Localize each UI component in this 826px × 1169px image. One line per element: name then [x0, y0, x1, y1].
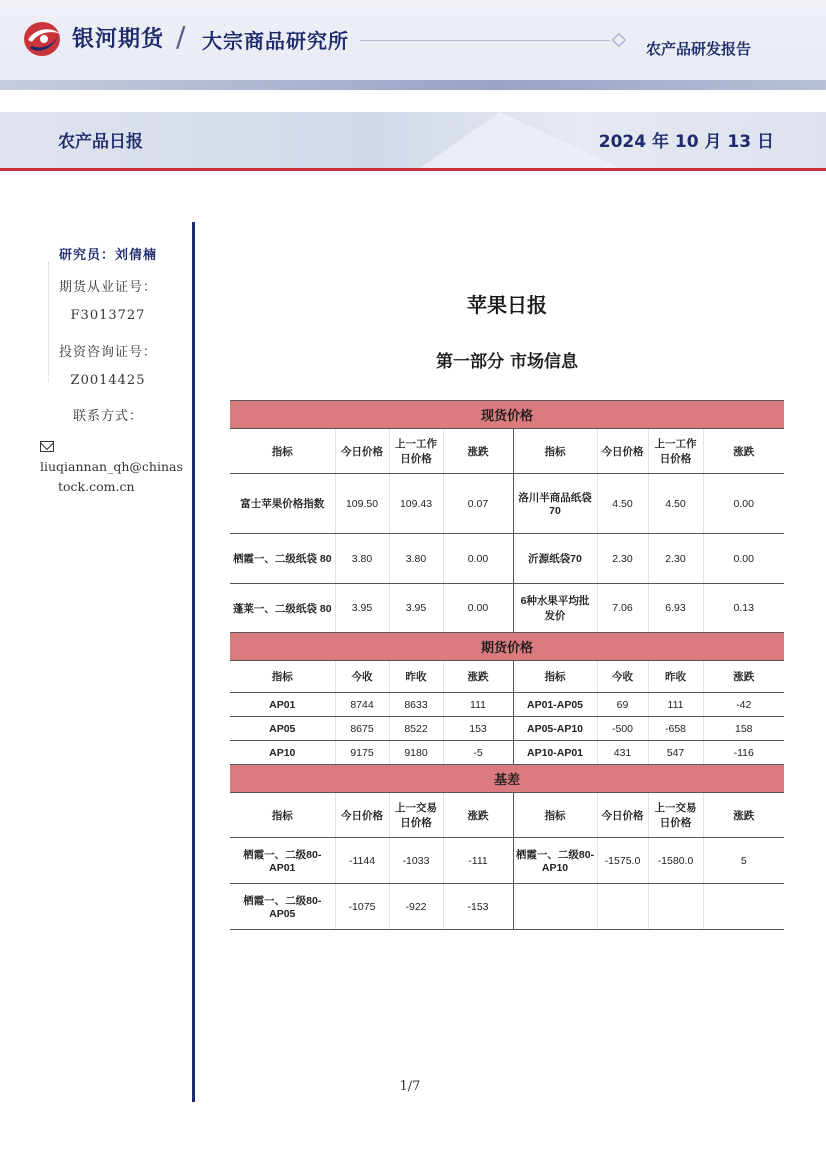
basis-band-label: 基差 — [230, 765, 784, 793]
futures-header-row — [230, 661, 784, 693]
table-cell: 158 — [703, 717, 784, 741]
contact-label: 联系方式： — [72, 409, 143, 424]
report-type: 农产品研发报告 — [646, 40, 752, 58]
header-cell: 指标 — [513, 661, 597, 693]
table-cell: AP10-AP01 — [513, 741, 597, 765]
basis-band-row — [230, 765, 784, 793]
table-cell: -1144 — [335, 838, 389, 884]
table-cell: 8744 — [335, 693, 389, 717]
sidebar-divider — [192, 222, 195, 1102]
spot-header-row — [230, 429, 784, 474]
table-cell: 109.43 — [389, 474, 443, 534]
table-cell: 8633 — [389, 693, 443, 717]
table-cell: 0.07 — [443, 474, 513, 534]
header-cell: 上一工作日价格 — [389, 429, 443, 474]
table-cell: 9180 — [389, 741, 443, 765]
section-title: 第一部分 市场信息 — [436, 352, 578, 372]
table-cell — [513, 884, 597, 930]
market-info-table — [230, 400, 784, 930]
header-cell: 指标 — [230, 793, 335, 838]
table-row — [230, 474, 784, 534]
table-cell: -922 — [389, 884, 443, 930]
email-address[interactable] — [40, 437, 188, 497]
header-cell: 今收 — [335, 661, 389, 693]
table-cell: 8675 — [335, 717, 389, 741]
table-cell: 3.80 — [389, 534, 443, 584]
header-cell: 今日价格 — [335, 793, 389, 838]
table-row — [230, 838, 784, 884]
header-cell: 昨收 — [389, 661, 443, 693]
table-cell: 3.95 — [335, 584, 389, 633]
table-cell: 431 — [597, 741, 648, 765]
table-cell — [648, 884, 703, 930]
table-cell: -111 — [443, 838, 513, 884]
header-cell: 指标 — [230, 661, 335, 693]
table-cell: -500 — [597, 717, 648, 741]
email-line-1: liuqiannan_qh@chinas — [40, 459, 183, 474]
header-cell: 今日价格 — [335, 429, 389, 474]
table-cell: -1033 — [389, 838, 443, 884]
table-cell: -5 — [443, 741, 513, 765]
table-cell: -42 — [703, 693, 784, 717]
daily-report-title: 农产品日报 — [58, 132, 143, 152]
header-cell: 指标 — [513, 793, 597, 838]
futures-band-row — [230, 633, 784, 661]
consult-label: 投资咨询证号： — [58, 345, 157, 360]
table-cell — [597, 884, 648, 930]
table-cell: -116 — [703, 741, 784, 765]
table-cell: 0.00 — [703, 534, 784, 584]
table-cell: 2.30 — [597, 534, 648, 584]
table-cell: AP01-AP05 — [513, 693, 597, 717]
table-cell: 沂源纸袋70 — [513, 534, 597, 584]
table-cell: 栖霞一、二级80-AP01 — [230, 838, 335, 884]
table-cell: 111 — [648, 693, 703, 717]
table-cell: 109.50 — [335, 474, 389, 534]
table-cell: 0.00 — [703, 474, 784, 534]
table-row — [230, 693, 784, 717]
table-row — [230, 884, 784, 930]
table-cell — [703, 884, 784, 930]
table-row — [230, 534, 784, 584]
table-row — [230, 741, 784, 765]
table-cell: AP10 — [230, 741, 335, 765]
header-cell: 指标 — [230, 429, 335, 474]
license-number: F3013727 — [70, 308, 146, 323]
table-cell: -1580.0 — [648, 838, 703, 884]
basis-header-row — [230, 793, 784, 838]
table-cell: -153 — [443, 884, 513, 930]
table-cell: 富士苹果价格指数 — [230, 474, 335, 534]
spot-band-row — [230, 401, 784, 429]
table-cell: 4.50 — [648, 474, 703, 534]
table-cell: 69 — [597, 693, 648, 717]
table-cell: 0.00 — [443, 584, 513, 633]
table-cell: 栖霞一、二级80-AP05 — [230, 884, 335, 930]
table-cell: 111 — [443, 693, 513, 717]
futures-band-label: 期货价格 — [230, 633, 784, 661]
institute-name: 大宗商品研究所 — [202, 29, 349, 53]
consult-number: Z0014425 — [70, 373, 146, 388]
header-cell: 涨跌 — [443, 793, 513, 838]
header-rule — [0, 80, 826, 90]
table-cell: 3.95 — [389, 584, 443, 633]
table-cell: -658 — [648, 717, 703, 741]
table-cell: 0.00 — [443, 534, 513, 584]
header-cell: 今收 — [597, 661, 648, 693]
galaxy-logo-icon — [22, 20, 64, 58]
table-cell: 6种水果平均批发价 — [513, 584, 597, 633]
document-title: 苹果日报 — [467, 293, 547, 317]
header-cell: 上一交易日价格 — [389, 793, 443, 838]
header-cell: 昨收 — [648, 661, 703, 693]
table-cell: 0.13 — [703, 584, 784, 633]
spot-band-label: 现货价格 — [230, 401, 784, 429]
table-cell: 2.30 — [648, 534, 703, 584]
header-cell: 涨跌 — [443, 429, 513, 474]
table-cell: 蓬莱一、二级纸袋 80 — [230, 584, 335, 633]
license-label: 期货从业证号： — [58, 280, 157, 295]
header-cell: 今日价格 — [597, 793, 648, 838]
table-cell: 栖霞一、二级纸袋 80 — [230, 534, 335, 584]
header-cell: 涨跌 — [703, 429, 784, 474]
table-cell: 7.06 — [597, 584, 648, 633]
header-cell: 上一交易日价格 — [648, 793, 703, 838]
table-cell: 5 — [703, 838, 784, 884]
table-cell: 栖霞一、二级80-AP10 — [513, 838, 597, 884]
table-cell: 3.80 — [335, 534, 389, 584]
header-cell: 指标 — [513, 429, 597, 474]
header-decor-line — [360, 40, 610, 41]
mail-icon — [40, 441, 54, 452]
header-cell: 上一工作日价格 — [648, 429, 703, 474]
header-cell: 涨跌 — [703, 661, 784, 693]
table-cell: AP05 — [230, 717, 335, 741]
page-number: 1/7 — [399, 1079, 421, 1094]
header-cell: 涨跌 — [443, 661, 513, 693]
table-cell: AP05-AP10 — [513, 717, 597, 741]
table-cell: 547 — [648, 741, 703, 765]
email-line-2: tock.com.cn — [58, 479, 135, 494]
table-cell: 9175 — [335, 741, 389, 765]
table-row — [230, 584, 784, 633]
table-cell: 4.50 — [597, 474, 648, 534]
subheader-red-rule — [0, 168, 826, 171]
table-cell: 8522 — [389, 717, 443, 741]
table-cell: -1575.0 — [597, 838, 648, 884]
researcher-name: 研究员：刘倩楠 — [58, 248, 157, 263]
table-cell: -1075 — [335, 884, 389, 930]
table-row — [230, 717, 784, 741]
header-slash: / — [176, 20, 186, 53]
report-date: 2024 年 10 月 13 日 — [598, 132, 774, 152]
table-cell: 6.93 — [648, 584, 703, 633]
table-cell: 洛川半商品纸袋70 — [513, 474, 597, 534]
table-cell: 153 — [443, 717, 513, 741]
header-cell: 今日价格 — [597, 429, 648, 474]
table-cell: AP01 — [230, 693, 335, 717]
brand-name: 银河期货 — [72, 27, 165, 52]
header-cell: 涨跌 — [703, 793, 784, 838]
